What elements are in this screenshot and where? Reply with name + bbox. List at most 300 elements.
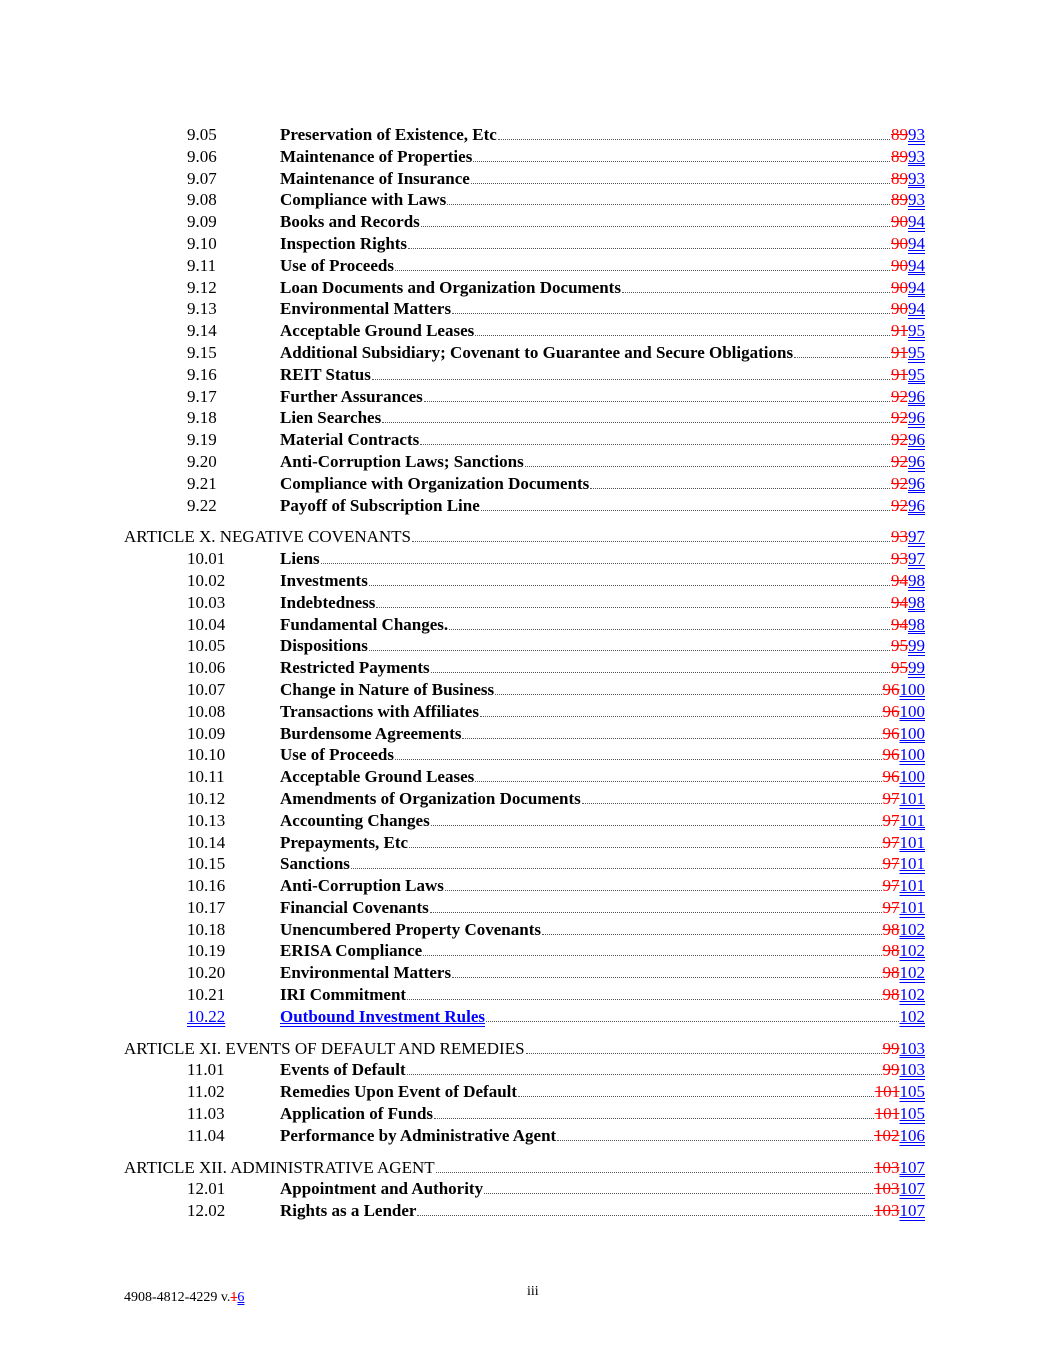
dot-leader: [436, 1158, 873, 1173]
section-title[interactable]: Burdensome Agreements: [280, 723, 462, 743]
section-number: 9.05: [187, 125, 217, 144]
section-title[interactable]: Unencumbered Property Covenants: [280, 919, 541, 939]
dot-leader: [424, 387, 890, 402]
page-ref[interactable]: [874, 1157, 925, 1179]
section-title[interactable]: Dispositions: [280, 636, 368, 656]
page-number-deleted: 91: [891, 342, 908, 362]
toc-entry[interactable]: [0, 897, 1055, 919]
toc-entry[interactable]: [0, 1200, 1055, 1222]
page-ref[interactable]: [883, 1038, 926, 1060]
section-title[interactable]: Financial Covenants: [280, 897, 429, 917]
section-number: 10.03: [187, 592, 226, 612]
dot-leader: [473, 147, 890, 162]
page-number-inserted[interactable]: 95: [908, 321, 925, 341]
page-number-inserted[interactable]: 100: [899, 745, 925, 765]
page-ref[interactable]: [891, 233, 925, 255]
page-ref[interactable]: [891, 189, 925, 211]
section-number: 10.14: [187, 832, 226, 852]
page-ref[interactable]: [891, 614, 925, 636]
section-title[interactable]: Transactions with Affiliates: [280, 701, 479, 721]
page-number-inserted[interactable]: 101: [899, 876, 925, 896]
toc-entry[interactable]: [0, 766, 1055, 788]
page-number-inserted[interactable]: 103: [899, 1038, 925, 1058]
section-number: 12.02: [187, 1201, 226, 1221]
page-number-inserted[interactable]: 99: [908, 658, 925, 678]
section-number: 9.07: [187, 168, 217, 188]
section-number: 10.01: [187, 549, 226, 569]
page-ref[interactable]: [891, 429, 925, 451]
page-ref[interactable]: [891, 364, 925, 386]
toc-entry[interactable]: [0, 342, 1055, 364]
page-ref[interactable]: [883, 744, 926, 766]
section-number: 9.11: [187, 255, 217, 275]
toc-entry[interactable]: [0, 451, 1055, 473]
page-ref[interactable]: [874, 1178, 925, 1200]
section-title[interactable]: Accounting Changes: [280, 810, 430, 830]
dot-leader: [462, 724, 881, 739]
section-number: 9.20: [187, 451, 217, 471]
section-number: 9.16: [187, 364, 217, 384]
section-title[interactable]: Restricted Payments: [280, 658, 430, 678]
section-number: 10.02: [187, 570, 226, 590]
page-number-inserted[interactable]: 101: [899, 832, 925, 852]
page-ref[interactable]: [883, 766, 926, 788]
toc-entry[interactable]: [0, 744, 1055, 766]
toc-entry[interactable]: [0, 211, 1055, 233]
page-number-deleted: 103: [874, 1201, 900, 1221]
page-ref[interactable]: [883, 940, 926, 962]
page-number-deleted: 96: [882, 745, 900, 765]
dot-leader: [582, 789, 882, 804]
page-ref[interactable]: [891, 635, 925, 657]
document-id: [124, 1290, 244, 1306]
toc-entry[interactable]: [0, 1081, 1055, 1103]
toc-article-row[interactable]: [0, 1038, 1055, 1060]
toc-entry[interactable]: [0, 1125, 1055, 1147]
section-title[interactable]: Use of Proceeds: [280, 255, 394, 275]
toc-entry[interactable]: [0, 1178, 1055, 1200]
toc-entry[interactable]: [0, 614, 1055, 636]
page-number-inserted[interactable]: 98: [908, 614, 925, 634]
page-number-deleted: 96: [882, 723, 900, 743]
section-title[interactable]: Anti-Corruption Laws: [280, 876, 444, 896]
page-number-deleted: 103: [874, 1157, 900, 1177]
page-ref[interactable]: [891, 320, 925, 342]
page-ref[interactable]: [875, 1103, 925, 1125]
page-number-inserted[interactable]: 106: [899, 1125, 925, 1145]
section-title[interactable]: Performance by Administrative Agent: [280, 1125, 557, 1145]
toc-entry[interactable]: [0, 657, 1055, 679]
page-number-inserted[interactable]: 96: [908, 430, 925, 450]
page-number-inserted[interactable]: 95: [908, 364, 925, 384]
page-ref[interactable]: [883, 701, 926, 723]
section-title[interactable]: Inspection Rights: [280, 233, 408, 253]
page-ref[interactable]: [891, 386, 925, 408]
section-title[interactable]: Appointment and Authority: [280, 1179, 484, 1199]
page-number-inserted[interactable]: 97: [908, 549, 925, 569]
section-number: 9.18: [187, 408, 217, 428]
page-number-deleted: 89: [891, 146, 908, 166]
page-number-inserted[interactable]: 96: [908, 495, 925, 515]
page-number-inserted[interactable]: 96: [908, 408, 925, 428]
page-number-inserted[interactable]: 98: [908, 570, 925, 590]
dot-leader: [590, 474, 890, 489]
section-number: 10.09: [187, 723, 226, 743]
page-ref[interactable]: [891, 124, 925, 146]
page-number-deleted: 96: [882, 701, 900, 721]
page-number-deleted: 97: [882, 876, 900, 896]
dot-leader: [445, 876, 882, 891]
toc-entry[interactable]: [0, 875, 1055, 897]
dot-leader: [525, 452, 890, 467]
page-ref[interactable]: [883, 853, 926, 875]
toc-article-row[interactable]: [0, 1157, 1055, 1179]
page-ref[interactable]: [891, 526, 925, 548]
doc-id-prefix: 4908-4812-4229 v.: [124, 1290, 231, 1305]
page-number-inserted[interactable]: 102: [899, 919, 925, 939]
dot-leader: [498, 125, 890, 140]
toc-entry[interactable]: [0, 853, 1055, 875]
page-ref[interactable]: [891, 495, 925, 517]
page-ref[interactable]: [891, 451, 925, 473]
page-number-deleted: 91: [891, 364, 908, 384]
section-title[interactable]: Fundamental Changes.: [280, 614, 449, 634]
dot-leader: [480, 702, 882, 717]
page-number-deleted: 95: [891, 636, 908, 656]
dot-leader: [408, 234, 890, 249]
page-number-inserted[interactable]: 93: [908, 146, 925, 166]
page-ref[interactable]: [883, 788, 926, 810]
section-title[interactable]: Environmental Matters: [280, 963, 452, 983]
toc-entry[interactable]: [0, 429, 1055, 451]
page-number-inserted[interactable]: 95: [908, 342, 925, 362]
page-number-inserted[interactable]: 105: [899, 1082, 925, 1102]
page-ref[interactable]: [883, 679, 926, 701]
toc-entry[interactable]: [0, 832, 1055, 854]
toc-entry[interactable]: [0, 679, 1055, 701]
page-number-inserted[interactable]: 100: [899, 701, 925, 721]
toc-entry[interactable]: [0, 1103, 1055, 1125]
page-number-deleted: 99: [882, 1060, 900, 1080]
page-number-inserted[interactable]: 98: [908, 592, 925, 612]
page-number: iii: [527, 1284, 539, 1299]
page-ref[interactable]: [891, 211, 925, 233]
page-number-deleted: 97: [882, 854, 900, 874]
page-number-inserted[interactable]: 102: [899, 985, 925, 1005]
dot-leader: [382, 408, 890, 423]
section-title[interactable]: Further Assurances: [280, 386, 423, 406]
section-title[interactable]: REIT Status: [280, 364, 371, 384]
page-number-deleted: 92: [891, 451, 908, 471]
section-title[interactable]: Remedies Upon Event of Default: [280, 1082, 518, 1102]
page-number-inserted[interactable]: 107: [899, 1201, 925, 1221]
dot-leader: [794, 343, 890, 358]
page-ref[interactable]: [891, 255, 925, 277]
toc-entry[interactable]: [0, 810, 1055, 832]
dot-leader: [407, 985, 881, 1000]
page-ref[interactable]: [874, 1200, 925, 1222]
section-title[interactable]: Use of Proceeds: [280, 745, 394, 765]
page-number-inserted[interactable]: 102: [899, 941, 925, 961]
section-number: 9.17: [187, 386, 217, 406]
section-number: 9.15: [187, 342, 217, 362]
page-ref[interactable]: [883, 875, 926, 897]
dot-leader: [321, 549, 890, 564]
section-title[interactable]: Environmental Matters: [280, 299, 452, 319]
section-title[interactable]: Compliance with Laws: [280, 190, 447, 210]
section-title[interactable]: ERISA Compliance: [280, 941, 423, 961]
section-number: 10.19: [187, 941, 226, 961]
page-number-inserted[interactable]: 94: [908, 255, 925, 275]
page-number-inserted[interactable]: 101: [899, 810, 925, 830]
toc-entry[interactable]: [0, 1059, 1055, 1081]
toc-entry[interactable]: [0, 940, 1055, 962]
page-ref[interactable]: [891, 473, 925, 495]
page-ref[interactable]: [891, 298, 925, 320]
page-number-deleted: 98: [882, 985, 900, 1005]
page-ref[interactable]: [883, 1059, 926, 1081]
page-number-deleted: 103: [874, 1179, 900, 1199]
article-title[interactable]: ARTICLE XI. EVENTS OF DEFAULT AND REMEDIES: [124, 1038, 525, 1058]
section-title[interactable]: Compliance with Organization Documents: [280, 473, 590, 493]
toc-entry[interactable]: [0, 701, 1055, 723]
section-title[interactable]: Rights as a Lender: [280, 1201, 417, 1221]
section-title[interactable]: Acceptable Ground Leases: [280, 767, 475, 787]
toc-entry[interactable]: [0, 189, 1055, 211]
dot-leader: [434, 1104, 874, 1119]
section-title[interactable]: Loan Documents and Organization Documents: [280, 277, 621, 297]
toc-entry[interactable]: [0, 919, 1055, 941]
page-number-inserted[interactable]: 107: [899, 1157, 925, 1177]
page-ref[interactable]: [891, 146, 925, 168]
toc-entry[interactable]: [0, 146, 1055, 168]
page-number-inserted[interactable]: 102: [899, 963, 925, 983]
page-number-inserted[interactable]: 101: [899, 854, 925, 874]
page-ref[interactable]: [900, 1006, 926, 1028]
toc-entry[interactable]: [0, 984, 1055, 1006]
dot-leader: [542, 920, 882, 935]
page-number-deleted: 102: [874, 1125, 900, 1145]
toc-entry[interactable]: [0, 255, 1055, 277]
section-number: 10.18: [187, 919, 226, 939]
section-number: 10.15: [187, 854, 226, 874]
page-ref[interactable]: [883, 897, 926, 919]
dot-leader: [475, 767, 881, 782]
toc-entry[interactable]: [0, 548, 1055, 570]
section-number: 10.17: [187, 897, 226, 917]
page-ref[interactable]: [883, 810, 926, 832]
toc-entry[interactable]: [0, 962, 1055, 984]
dot-leader: [475, 321, 890, 336]
page-number-deleted: 101: [874, 1104, 900, 1124]
page-number-inserted[interactable]: 96: [908, 386, 925, 406]
section-title[interactable]: Additional Subsidiary; Covenant to Guarantee and Secure Obligations: [280, 342, 794, 362]
page-ref[interactable]: [891, 407, 925, 429]
page-number-inserted[interactable]: 96: [908, 473, 925, 493]
dot-leader: [557, 1126, 873, 1141]
page-number-inserted[interactable]: 97: [908, 527, 925, 547]
toc-entry[interactable]: [0, 570, 1055, 592]
section-title[interactable]: Investments: [280, 570, 368, 590]
toc-article-row[interactable]: [0, 526, 1055, 548]
dot-leader: [351, 854, 882, 869]
toc-entry[interactable]: [0, 473, 1055, 495]
page-number-inserted[interactable]: 100: [899, 767, 925, 787]
dot-leader: [447, 190, 890, 205]
dot-leader: [421, 212, 890, 227]
page-number-deleted: 94: [891, 592, 908, 612]
page-number-inserted[interactable]: 101: [899, 788, 925, 808]
dot-leader: [431, 811, 882, 826]
page-number-deleted: 95: [891, 658, 908, 678]
page-number-deleted: 89: [891, 190, 908, 210]
article-title[interactable]: ARTICLE X. NEGATIVE COVENANTS: [124, 527, 412, 547]
section-number: 11.01: [187, 1060, 225, 1080]
page-number-deleted: 93: [891, 549, 908, 569]
page-ref[interactable]: [883, 919, 926, 941]
section-title[interactable]: Amendments of Organization Documents: [280, 788, 581, 808]
section-title[interactable]: Events of Default: [280, 1060, 406, 1080]
page-number-deleted: 90: [891, 299, 908, 319]
toc-entry[interactable]: [0, 635, 1055, 657]
page-ref[interactable]: [883, 832, 926, 854]
page-number-inserted[interactable]: 105: [899, 1104, 925, 1124]
section-title[interactable]: Application of Funds: [280, 1104, 434, 1124]
dot-leader: [495, 680, 881, 695]
page-number-inserted[interactable]: 94: [908, 299, 925, 319]
page-ref[interactable]: [874, 1125, 925, 1147]
section-number: 9.19: [187, 430, 217, 450]
page-number-deleted: 97: [882, 897, 900, 917]
toc-entry[interactable]: [0, 298, 1055, 320]
page-number-deleted: 92: [891, 495, 908, 515]
page-number-inserted[interactable]: 94: [908, 233, 925, 253]
page-ref[interactable]: [891, 548, 925, 570]
section-title[interactable]: Outbound Investment Rules: [280, 1006, 485, 1026]
section-title[interactable]: Prepayments, Etc: [280, 832, 409, 852]
section-title[interactable]: Change in Nature of Business: [280, 679, 495, 699]
toc-entry[interactable]: [0, 1006, 1055, 1028]
section-number: 10.10: [187, 745, 226, 765]
page-number-deleted: 90: [891, 233, 908, 253]
page-number-deleted: 90: [891, 212, 908, 232]
section-number: 9.22: [187, 495, 217, 515]
page-number-deleted: 101: [874, 1082, 900, 1102]
section-title[interactable]: Preservation of Existence, Etc: [280, 125, 497, 144]
page-ref[interactable]: [875, 1081, 925, 1103]
page-ref[interactable]: [891, 592, 925, 614]
section-title[interactable]: IRI Commitment: [280, 985, 407, 1005]
toc-entry[interactable]: [0, 320, 1055, 342]
toc-entry[interactable]: [0, 495, 1055, 517]
section-title[interactable]: Lien Searches: [280, 408, 382, 428]
section-title[interactable]: Anti-Corruption Laws; Sanctions: [280, 451, 524, 471]
page-number-inserted[interactable]: 101: [899, 897, 925, 917]
section-number: 9.08: [187, 190, 217, 210]
toc-entry[interactable]: [0, 723, 1055, 745]
page-ref[interactable]: [891, 168, 925, 190]
page-number-deleted: 99: [882, 1038, 900, 1058]
dot-leader: [431, 658, 890, 673]
page-number-inserted[interactable]: 93: [908, 125, 925, 144]
page-ref[interactable]: [891, 342, 925, 364]
page-number-inserted[interactable]: 103: [899, 1060, 925, 1080]
toc-entry[interactable]: [0, 277, 1055, 299]
dot-leader: [369, 571, 890, 586]
toc-entry[interactable]: [0, 788, 1055, 810]
section-title[interactable]: Acceptable Ground Leases: [280, 321, 475, 341]
section-number: 9.13: [187, 299, 217, 319]
page-number-deleted: 97: [882, 788, 900, 808]
page-number-inserted[interactable]: 100: [899, 723, 925, 743]
article-title[interactable]: ARTICLE XII. ADMINISTRATIVE AGENT: [124, 1157, 435, 1177]
page-ref[interactable]: [883, 723, 926, 745]
dot-leader: [395, 256, 890, 271]
page-ref[interactable]: [883, 984, 926, 1006]
page-number-inserted[interactable]: 94: [908, 212, 925, 232]
page-number-inserted[interactable]: 102: [899, 1006, 925, 1026]
page-number-deleted: 92: [891, 430, 908, 450]
section-title[interactable]: Maintenance of Insurance: [280, 168, 470, 188]
toc-entry[interactable]: [0, 124, 1055, 146]
page-ref[interactable]: [891, 570, 925, 592]
section-number: 10.21: [187, 985, 226, 1005]
section-title[interactable]: Sanctions: [280, 854, 350, 874]
page-number-deleted: 98: [882, 963, 900, 983]
page-number-inserted[interactable]: 99: [908, 636, 925, 656]
page-number-deleted: 90: [891, 277, 908, 297]
doc-version-inserted: 6: [237, 1290, 245, 1305]
section-number: 10.16: [187, 876, 226, 896]
page-number-inserted[interactable]: 107: [899, 1179, 925, 1199]
dot-leader: [452, 963, 881, 978]
section-title[interactable]: Indebtedness: [280, 592, 376, 612]
page-ref[interactable]: [891, 657, 925, 679]
dot-leader: [471, 169, 890, 184]
dot-leader: [395, 745, 882, 760]
page-number-deleted: 89: [891, 168, 908, 188]
page-number-inserted[interactable]: 100: [899, 679, 925, 699]
page-number-inserted[interactable]: 94: [908, 277, 925, 297]
section-title[interactable]: Maintenance of Properties: [280, 146, 473, 166]
page-number-inserted[interactable]: 93: [908, 190, 925, 210]
section-title[interactable]: Material Contracts: [280, 430, 420, 450]
section-title[interactable]: Payoff of Subscription Line: [280, 495, 480, 515]
dot-leader: [412, 527, 890, 542]
page-ref[interactable]: [883, 962, 926, 984]
dot-leader: [484, 1179, 873, 1194]
section-number: 11.03: [187, 1104, 225, 1124]
toc-entry[interactable]: [0, 386, 1055, 408]
section-number: 10.07: [187, 679, 226, 699]
page-ref[interactable]: [891, 277, 925, 299]
dot-leader: [622, 278, 890, 293]
page-number-deleted: 98: [882, 941, 900, 961]
page-number-deleted: 96: [882, 767, 900, 787]
toc-entry[interactable]: [0, 364, 1055, 386]
toc-entry[interactable]: [0, 168, 1055, 190]
section-title[interactable]: Books and Records: [280, 212, 420, 232]
dot-leader: [407, 1060, 882, 1075]
toc-entry[interactable]: [0, 233, 1055, 255]
page-number-deleted: 96: [882, 679, 900, 699]
page-number-inserted[interactable]: 93: [908, 168, 925, 188]
section-number: 9.21: [187, 473, 217, 493]
page-number-inserted[interactable]: 96: [908, 451, 925, 471]
toc-entry[interactable]: [0, 407, 1055, 429]
toc-entry[interactable]: [0, 592, 1055, 614]
section-title[interactable]: Liens: [280, 549, 320, 569]
